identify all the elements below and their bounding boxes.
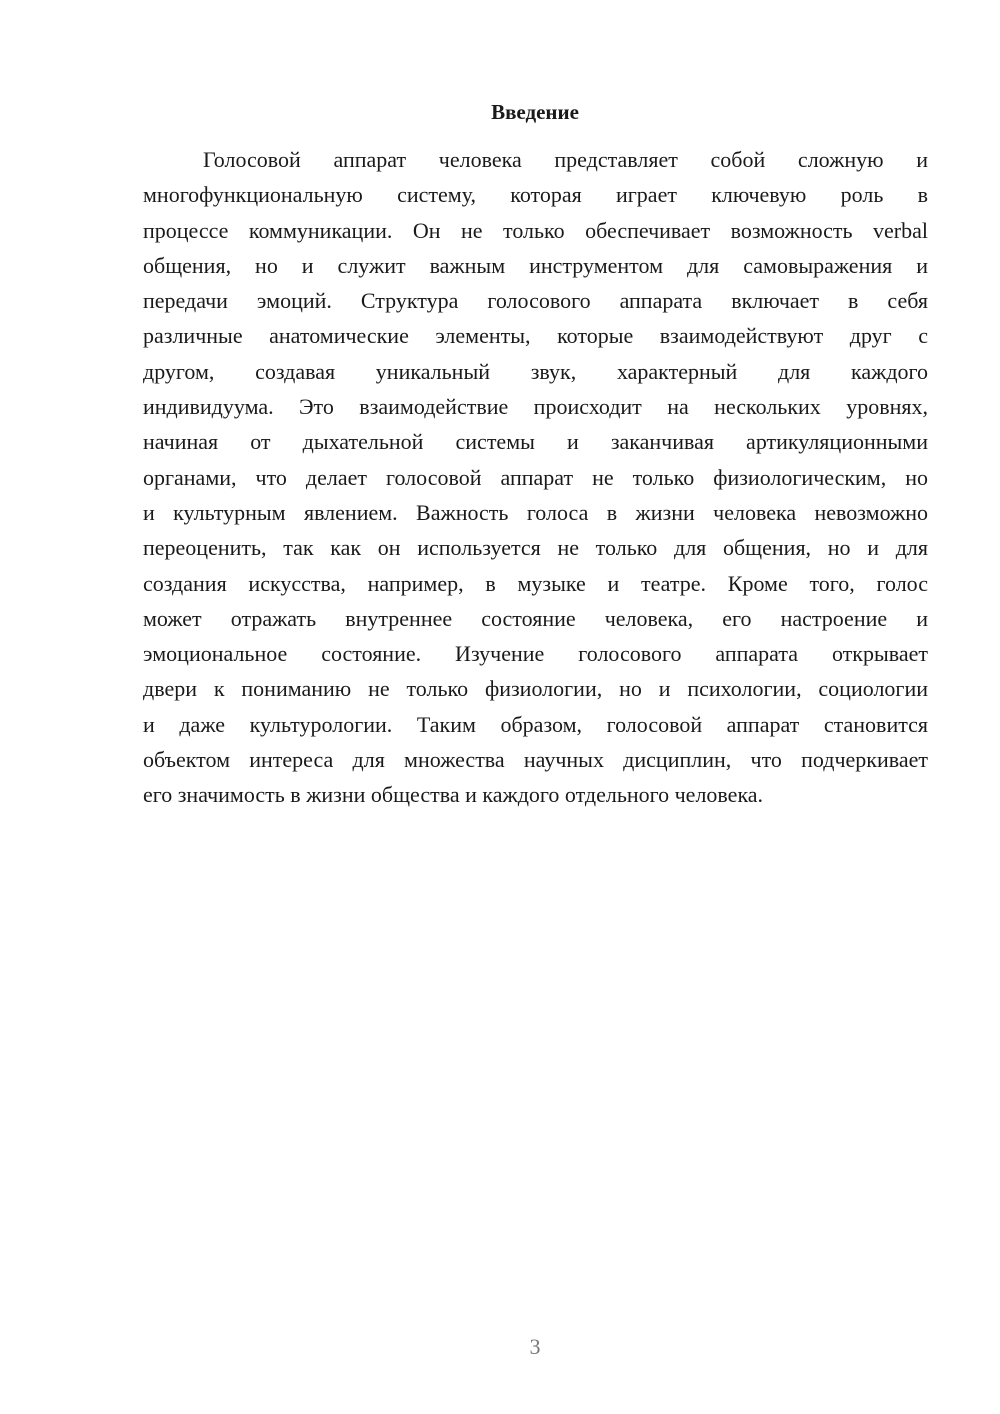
- paragraph-line: общения, но и служит важным инструментом для самовыражения и: [143, 252, 928, 278]
- paragraph-line: может отражать внутреннее состояние человека, его настроение и: [143, 605, 928, 631]
- paragraph-line: и даже культурологии. Таким образом, голосовой аппарат становится: [143, 711, 928, 737]
- paragraph-line: и культурным явлением. Важность голоса в жизни человека невозможно: [143, 499, 928, 525]
- paragraph-line: Голосовой аппарат человека представляет собой сложную и: [203, 147, 928, 172]
- paragraph-line: органами, что делает голосовой аппарат не только физиологическим, но: [143, 464, 928, 490]
- paragraph-line: двери к пониманию не только физиологии, но и психологии, социологии: [143, 676, 928, 702]
- paragraph-line: эмоциональное состояние. Изучение голосового аппарата открывает: [143, 641, 928, 667]
- paragraph-line: объектом интереса для множества научных дисциплин, что подчеркивает: [143, 747, 928, 773]
- paragraph-line: переоценить, так как он используется не только для общения, но и для: [143, 535, 928, 561]
- paragraph-line: многофункциональную систему, которая играет ключевую роль в: [143, 182, 928, 208]
- paragraph-line: передачи эмоций. Структура голосового аппарата включает в себя: [143, 288, 928, 314]
- paragraph-line: различные анатомические элементы, которые взаимодействуют друг с: [143, 323, 928, 349]
- section-heading: Введение: [491, 100, 579, 124]
- paragraph-line: создания искусства, например, в музыке и театре. Кроме того, голос: [143, 570, 928, 596]
- introduction-paragraph: [143, 142, 928, 813]
- paragraph-line: другом, создавая уникальный звук, характерный для каждого: [143, 358, 928, 384]
- paragraph-line: его значимость в жизни общества и каждого отдельного человека.: [143, 782, 764, 808]
- paragraph-line: процессе коммуникации. Он не только обеспечивает возможность verbal: [143, 217, 928, 243]
- paragraph-line: начиная от дыхательной системы и заканчивая артикуляционными: [143, 429, 928, 455]
- paragraph-line: индивидуума. Это взаимодействие происходит на нескольких уровнях,: [143, 394, 928, 420]
- page-number: 3: [529, 1334, 541, 1359]
